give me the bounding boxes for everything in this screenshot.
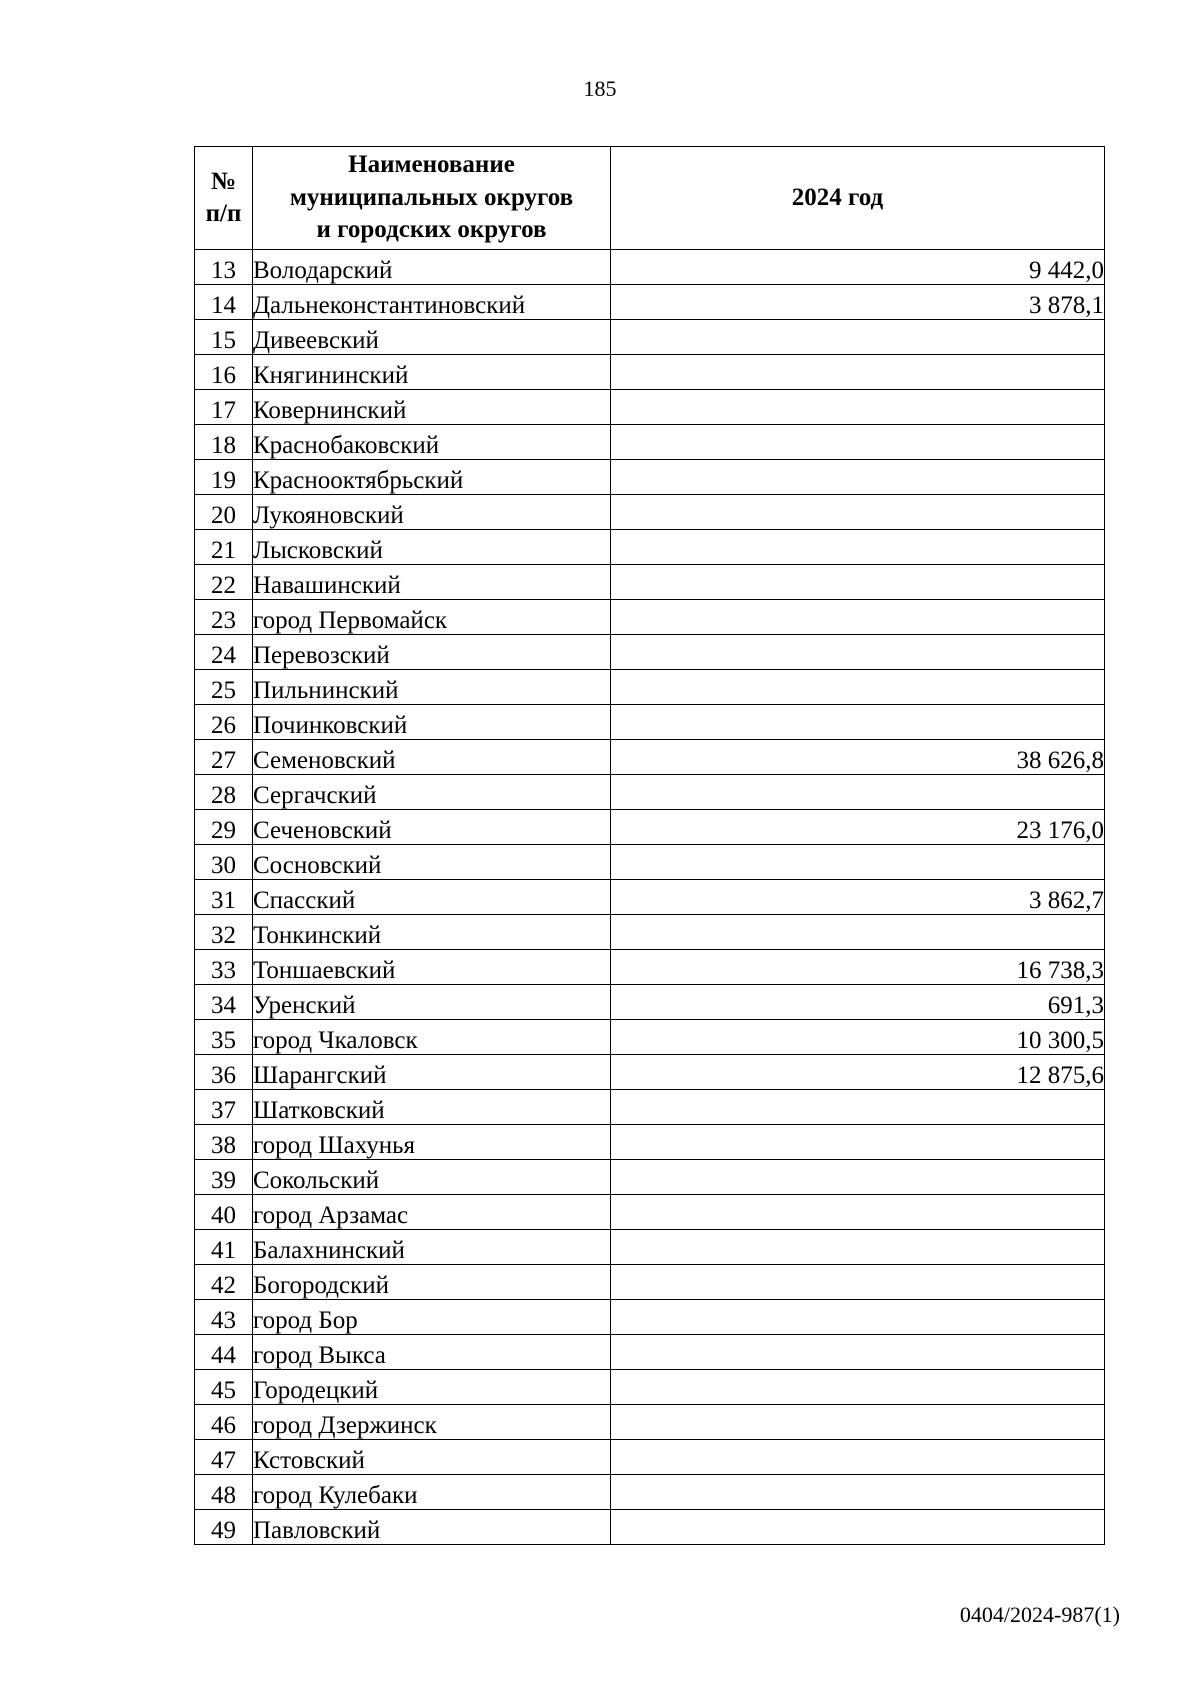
row-number: 43: [195, 1300, 253, 1335]
year-value: 9 442,0: [611, 250, 1105, 285]
table-row: [195, 915, 1105, 950]
year-value: [611, 1160, 1105, 1195]
table-row: [195, 845, 1105, 880]
row-number: 25: [195, 670, 253, 705]
year-value: [611, 670, 1105, 705]
table-row: [195, 880, 1105, 915]
header-year: [611, 147, 1105, 250]
row-number: 13: [195, 250, 253, 285]
header-year-label: 2024 год: [791, 183, 884, 211]
table-header-row: [195, 147, 1105, 250]
table-row: [195, 1055, 1105, 1090]
year-value: [611, 705, 1105, 740]
document-code: 0404/2024-987(1): [959, 1602, 1120, 1627]
table-row: [195, 1335, 1105, 1370]
row-number: 14: [195, 285, 253, 320]
table-row: [195, 985, 1105, 1020]
district-name: Сергачский: [253, 775, 611, 810]
year-value: [611, 915, 1105, 950]
row-number: 48: [195, 1475, 253, 1510]
year-value: [611, 1125, 1105, 1160]
year-value: [611, 845, 1105, 880]
district-name: Павловский: [253, 1510, 611, 1545]
table-row: [195, 460, 1105, 495]
district-name: город Арзамас: [253, 1195, 611, 1230]
row-number: 44: [195, 1335, 253, 1370]
row-number: 15: [195, 320, 253, 355]
district-name: Ковернинский: [253, 390, 611, 425]
row-number: 34: [195, 985, 253, 1020]
page-number: 185: [583, 76, 617, 101]
district-name: Навашинский: [253, 565, 611, 600]
table-body: [195, 250, 1105, 1545]
district-name: Дальнеконстантиновский: [253, 285, 611, 320]
row-number: 41: [195, 1230, 253, 1265]
row-number: 16: [195, 355, 253, 390]
district-name: город Кулебаки: [253, 1475, 611, 1510]
table-row: [195, 1090, 1105, 1125]
year-value: [611, 495, 1105, 530]
year-value: [611, 390, 1105, 425]
row-number: 19: [195, 460, 253, 495]
district-name: Сокольский: [253, 1160, 611, 1195]
table-row: [195, 950, 1105, 985]
row-number: 31: [195, 880, 253, 915]
row-number: 27: [195, 740, 253, 775]
row-number: 49: [195, 1510, 253, 1545]
row-number: 18: [195, 425, 253, 460]
row-number: 47: [195, 1440, 253, 1475]
table-row: [195, 1125, 1105, 1160]
district-name: Балахнинский: [253, 1230, 611, 1265]
table-row: [195, 775, 1105, 810]
table-row: [195, 285, 1105, 320]
table-row: [195, 495, 1105, 530]
district-name: Тоншаевский: [253, 950, 611, 985]
table-row: [195, 530, 1105, 565]
year-value: 38 626,8: [611, 740, 1105, 775]
year-value: 10 300,5: [611, 1020, 1105, 1055]
header-name: [253, 147, 611, 250]
table-row: [195, 600, 1105, 635]
row-number: 20: [195, 495, 253, 530]
district-name: Семеновский: [253, 740, 611, 775]
year-value: 12 875,6: [611, 1055, 1105, 1090]
row-number: 17: [195, 390, 253, 425]
district-name: Шарангский: [253, 1055, 611, 1090]
district-name: Володарский: [253, 250, 611, 285]
table-row: [195, 320, 1105, 355]
district-name: Лысковский: [253, 530, 611, 565]
district-name: Починковский: [253, 705, 611, 740]
year-value: [611, 1335, 1105, 1370]
table-row: [195, 1370, 1105, 1405]
table-row: [195, 1475, 1105, 1510]
table-row: [195, 565, 1105, 600]
table-row: [195, 1020, 1105, 1055]
year-value: [611, 565, 1105, 600]
district-name: Тонкинский: [253, 915, 611, 950]
row-number: 35: [195, 1020, 253, 1055]
year-value: [611, 425, 1105, 460]
year-value: 16 738,3: [611, 950, 1105, 985]
year-value: [611, 1195, 1105, 1230]
table-row: [195, 670, 1105, 705]
year-value: [611, 1300, 1105, 1335]
district-name: город Первомайск: [253, 600, 611, 635]
row-number: 38: [195, 1125, 253, 1160]
year-value: [611, 1265, 1105, 1300]
year-value: [611, 600, 1105, 635]
year-value: 3 878,1: [611, 285, 1105, 320]
table-row: [195, 1510, 1105, 1545]
table-row: [195, 355, 1105, 390]
year-value: [611, 460, 1105, 495]
table-row: [195, 1300, 1105, 1335]
district-name: Городецкий: [253, 1370, 611, 1405]
row-number: 29: [195, 810, 253, 845]
year-value: 23 176,0: [611, 810, 1105, 845]
year-value: [611, 1440, 1105, 1475]
year-value: [611, 1370, 1105, 1405]
district-name: Краснобаковский: [253, 425, 611, 460]
data-table: [194, 146, 1105, 1545]
header-num: [195, 147, 253, 250]
row-number: 36: [195, 1055, 253, 1090]
row-number: 37: [195, 1090, 253, 1125]
header-num-label: № п/п: [205, 167, 242, 227]
district-name: Сеченовский: [253, 810, 611, 845]
year-value: [611, 530, 1105, 565]
district-name: Спасский: [253, 880, 611, 915]
year-value: [611, 1230, 1105, 1265]
year-value: [611, 1475, 1105, 1510]
table-row: [195, 1265, 1105, 1300]
row-number: 46: [195, 1405, 253, 1440]
district-name: Шатковский: [253, 1090, 611, 1125]
row-number: 26: [195, 705, 253, 740]
table-row: [195, 1440, 1105, 1475]
district-name: Княгининский: [253, 355, 611, 390]
district-name: город Бор: [253, 1300, 611, 1335]
year-value: [611, 1510, 1105, 1545]
table-row: [195, 250, 1105, 285]
year-value: [611, 635, 1105, 670]
district-name: город Выкса: [253, 1335, 611, 1370]
district-name: Дивеевский: [253, 320, 611, 355]
district-name: город Дзержинск: [253, 1405, 611, 1440]
row-number: 42: [195, 1265, 253, 1300]
year-value: 691,3: [611, 985, 1105, 1020]
row-number: 24: [195, 635, 253, 670]
year-value: [611, 1090, 1105, 1125]
row-number: 21: [195, 530, 253, 565]
district-name: город Шахунья: [253, 1125, 611, 1160]
row-number: 28: [195, 775, 253, 810]
table-row: [195, 390, 1105, 425]
year-value: [611, 355, 1105, 390]
row-number: 22: [195, 565, 253, 600]
row-number: 23: [195, 600, 253, 635]
table-row: [195, 740, 1105, 775]
district-name: Сосновский: [253, 845, 611, 880]
header-name-label: Наименование муниципальных округов и городских округов: [289, 151, 574, 244]
row-number: 30: [195, 845, 253, 880]
district-name: Краснооктябрьский: [253, 460, 611, 495]
district-name: Уренский: [253, 985, 611, 1020]
district-name: Лукояновский: [253, 495, 611, 530]
table-row: [195, 705, 1105, 740]
row-number: 40: [195, 1195, 253, 1230]
table-row: [195, 635, 1105, 670]
year-value: 3 862,7: [611, 880, 1105, 915]
district-name: Богородский: [253, 1265, 611, 1300]
district-name: Перевозский: [253, 635, 611, 670]
row-number: 39: [195, 1160, 253, 1195]
table-row: [195, 1405, 1105, 1440]
year-value: [611, 775, 1105, 810]
row-number: 45: [195, 1370, 253, 1405]
table-row: [195, 1195, 1105, 1230]
row-number: 32: [195, 915, 253, 950]
year-value: [611, 1405, 1105, 1440]
district-name: город Чкаловск: [253, 1020, 611, 1055]
table-row: [195, 1230, 1105, 1265]
district-name: Пильнинский: [253, 670, 611, 705]
table-row: [195, 810, 1105, 845]
district-name: Кстовский: [253, 1440, 611, 1475]
table-row: [195, 1160, 1105, 1195]
table-row: [195, 425, 1105, 460]
year-value: [611, 320, 1105, 355]
row-number: 33: [195, 950, 253, 985]
